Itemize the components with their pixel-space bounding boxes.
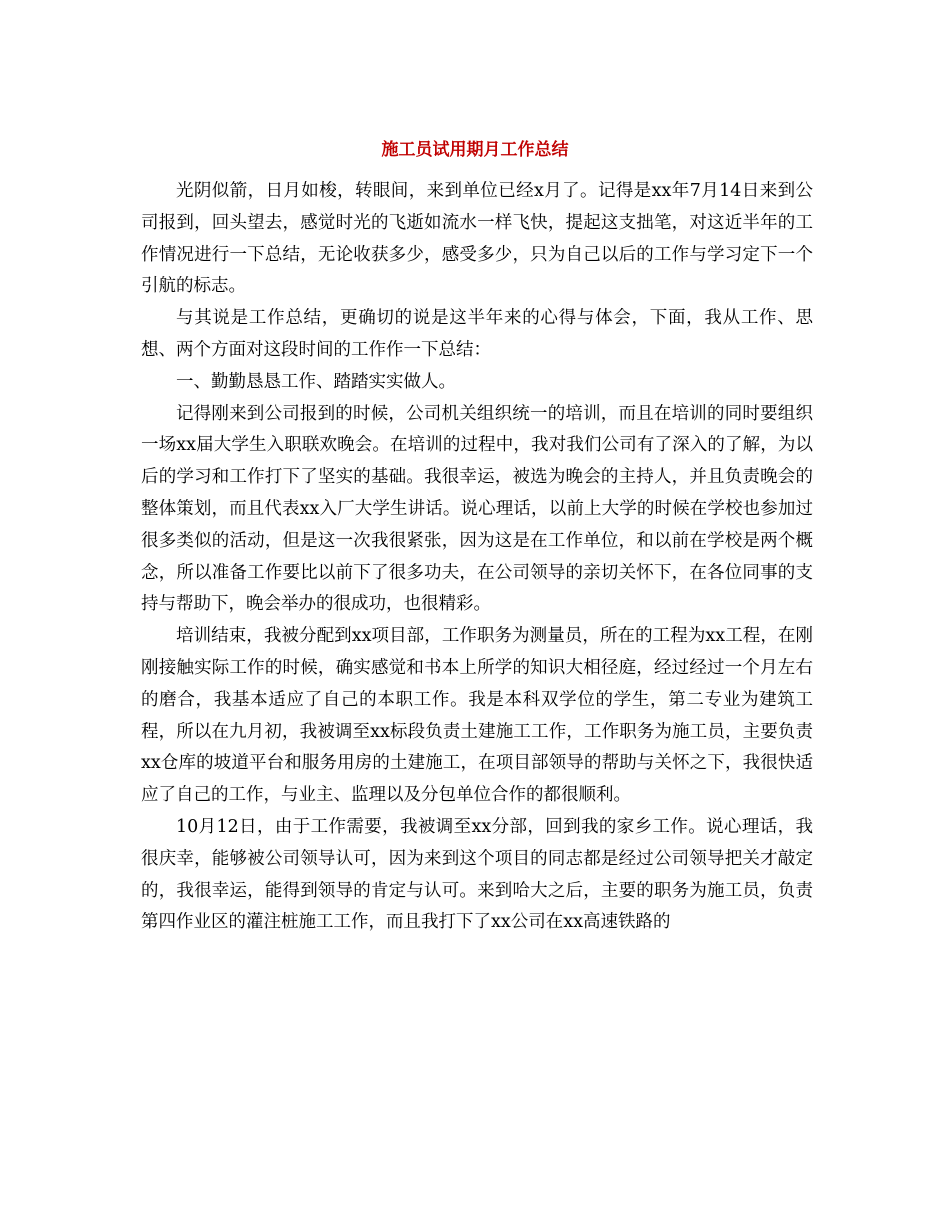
document-title: 施工员试用期月工作总结: [381, 140, 569, 160]
paragraph-training: 记得刚来到公司报到的时候，公司机关组织统一的培训，而且在培训的同时要组织一场xx届大学生入职联欢晚会。在培训的过程中，我对我们公司有了深入的了解，为以后的学习和工作打下了坚实的基础。我很幸运，被选为晚会的主持人，并且负责晚会的整体策划，而且代表xx入厂大学生讲话。说心理话，以前上大学的时候在学校也参加过很多类似的活动，但是这一次我很紧张，因为这是在工作单位，和以前在学校是两个概念，所以准备工作要比以前下了很多功夫，在公司领导的亲切关怀下，在各位同事的支持与帮助下，晚会举办的很成功，也很精彩。: [141, 403, 813, 615]
paragraph-overview: 与其说是工作总结，更确切的说是这半年来的心得与体会，下面，我从工作、思想、两个方面对这段时间的工作作一下总结：: [141, 308, 813, 360]
document-body: [141, 176, 813, 939]
section-heading-1: 一、勤勤恳恳工作、踏踏实实做人。: [176, 371, 456, 392]
paragraph-transfer: 10月12日，由于工作需要，我被调至xx分部，回到我的家乡工作。说心理话，我很庆幸，能够被公司领导认可，因为来到这个项目的同志都是经过公司领导把关才敲定的，我很幸运，能得到领导的肯定与认可。来到哈大之后，主要的职务为施工员，负责第四作业区的灌注桩施工工作，而且我打下了xx公司在xx高速铁路的: [141, 816, 813, 933]
paragraph-assignment: 培训结束，我被分配到xx项目部，工作职务为测量员，所在的工程为xx工程，在刚刚接触实际工作的时候，确实感觉和书本上所学的知识大相径庭，经过经过一个月左右的磨合，我基本适应了自己的本职工作。我是本科双学位的学生，第二专业为建筑工程，所以在九月初，我被调至xx标段负责土建施工工作，工作职务为施工员，主要负责xx仓库的坡道平台和服务用房的土建施工，在项目部领导的帮助与关怀之下，我很快适应了自己的工作，与业主、监理以及分包单位合作的都很顺利。: [141, 626, 813, 806]
paragraph-intro: 光阴似箭，日月如梭，转眼间，来到单位已经x月了。记得是xx年7月14日来到公司报到，回头望去，感觉时光的飞逝如流水一样飞快，提起这支拙笔，对这近半年的工作情况进行一下总结，无论收获多少，感受多少，只为自己以后的工作与学习定下一个引航的标志。: [141, 181, 813, 297]
